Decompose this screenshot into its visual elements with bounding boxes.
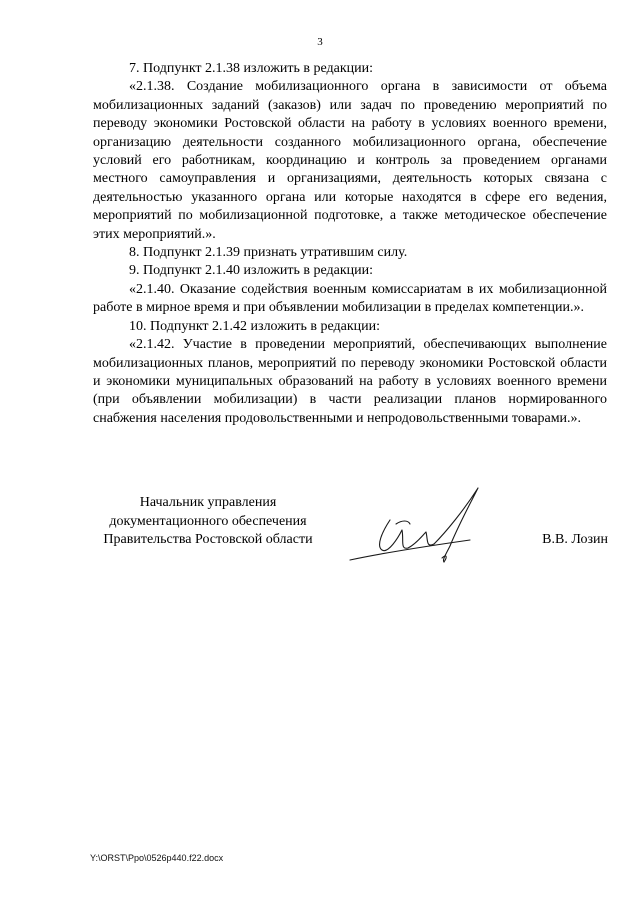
signer-name: В.В. Лозин (542, 532, 608, 547)
signer-title-line: документационного обеспечения (109, 513, 307, 529)
paragraph-2-1-42-text: «2.1.42. Участие в проведении мероприятий, обеспечивающих выполнение мобилизационных планов, мероприятий по переводу экономики Ростовской области и экономики муниципальных образований на работу в условиях военного времени (при объявлении мобилизации) в части реализации планов нормированного снабжения населения продовольственными и непродовольственными товарами.». (93, 337, 607, 426)
paragraph-item-9: 9. Подпункт 2.1.40 изложить в редакции: (129, 263, 374, 279)
handwritten-signature (338, 480, 498, 570)
paragraph-2-1-38-text: «2.1.38. Создание мобилизационного органа в зависимости от объема мобилизационных заданий (заказов) или задач по проведению мероприятий по переводу экономики Ростовской области на работу в условиях военного времени, организацию деятельности созданного мобилизационного органа, обеспечение условий его работникам, координацию и контроль за проведением органами местного самоуправления и организациями, деятельность которых связана с деятельностью указанного органа или которые находятся в сфере его ведения, мероприятий по мобилизационной подготовке, а также методическое обеспечение этих мероприятий.». (93, 79, 607, 242)
paragraph-item-7: 7. Подпункт 2.1.38 изложить в редакции: (129, 61, 374, 76)
paragraph-item-8: 8. Подпункт 2.1.39 признать утратившим силу. (129, 245, 408, 261)
page-number: 3 (317, 36, 323, 48)
signer-title-line: Правительства Ростовской области (103, 532, 313, 547)
signer-title (88, 494, 328, 550)
file-path-footer: Y:\ORST\Ppo\0526p440.f22.docx (90, 853, 224, 863)
signer-title-line: Начальник управления (139, 495, 277, 510)
paragraph-item-10: 10. Подпункт 2.1.42 изложить в редакции: (129, 318, 381, 334)
signature-block (88, 494, 608, 574)
paragraph-2-1-40-text: «2.1.40. Оказание содействия военным комиссариатам в их мобилизационной работе в мирное время и при объявлении мобилизации в пределах компетенции.». (93, 281, 607, 316)
document-body (93, 60, 607, 428)
